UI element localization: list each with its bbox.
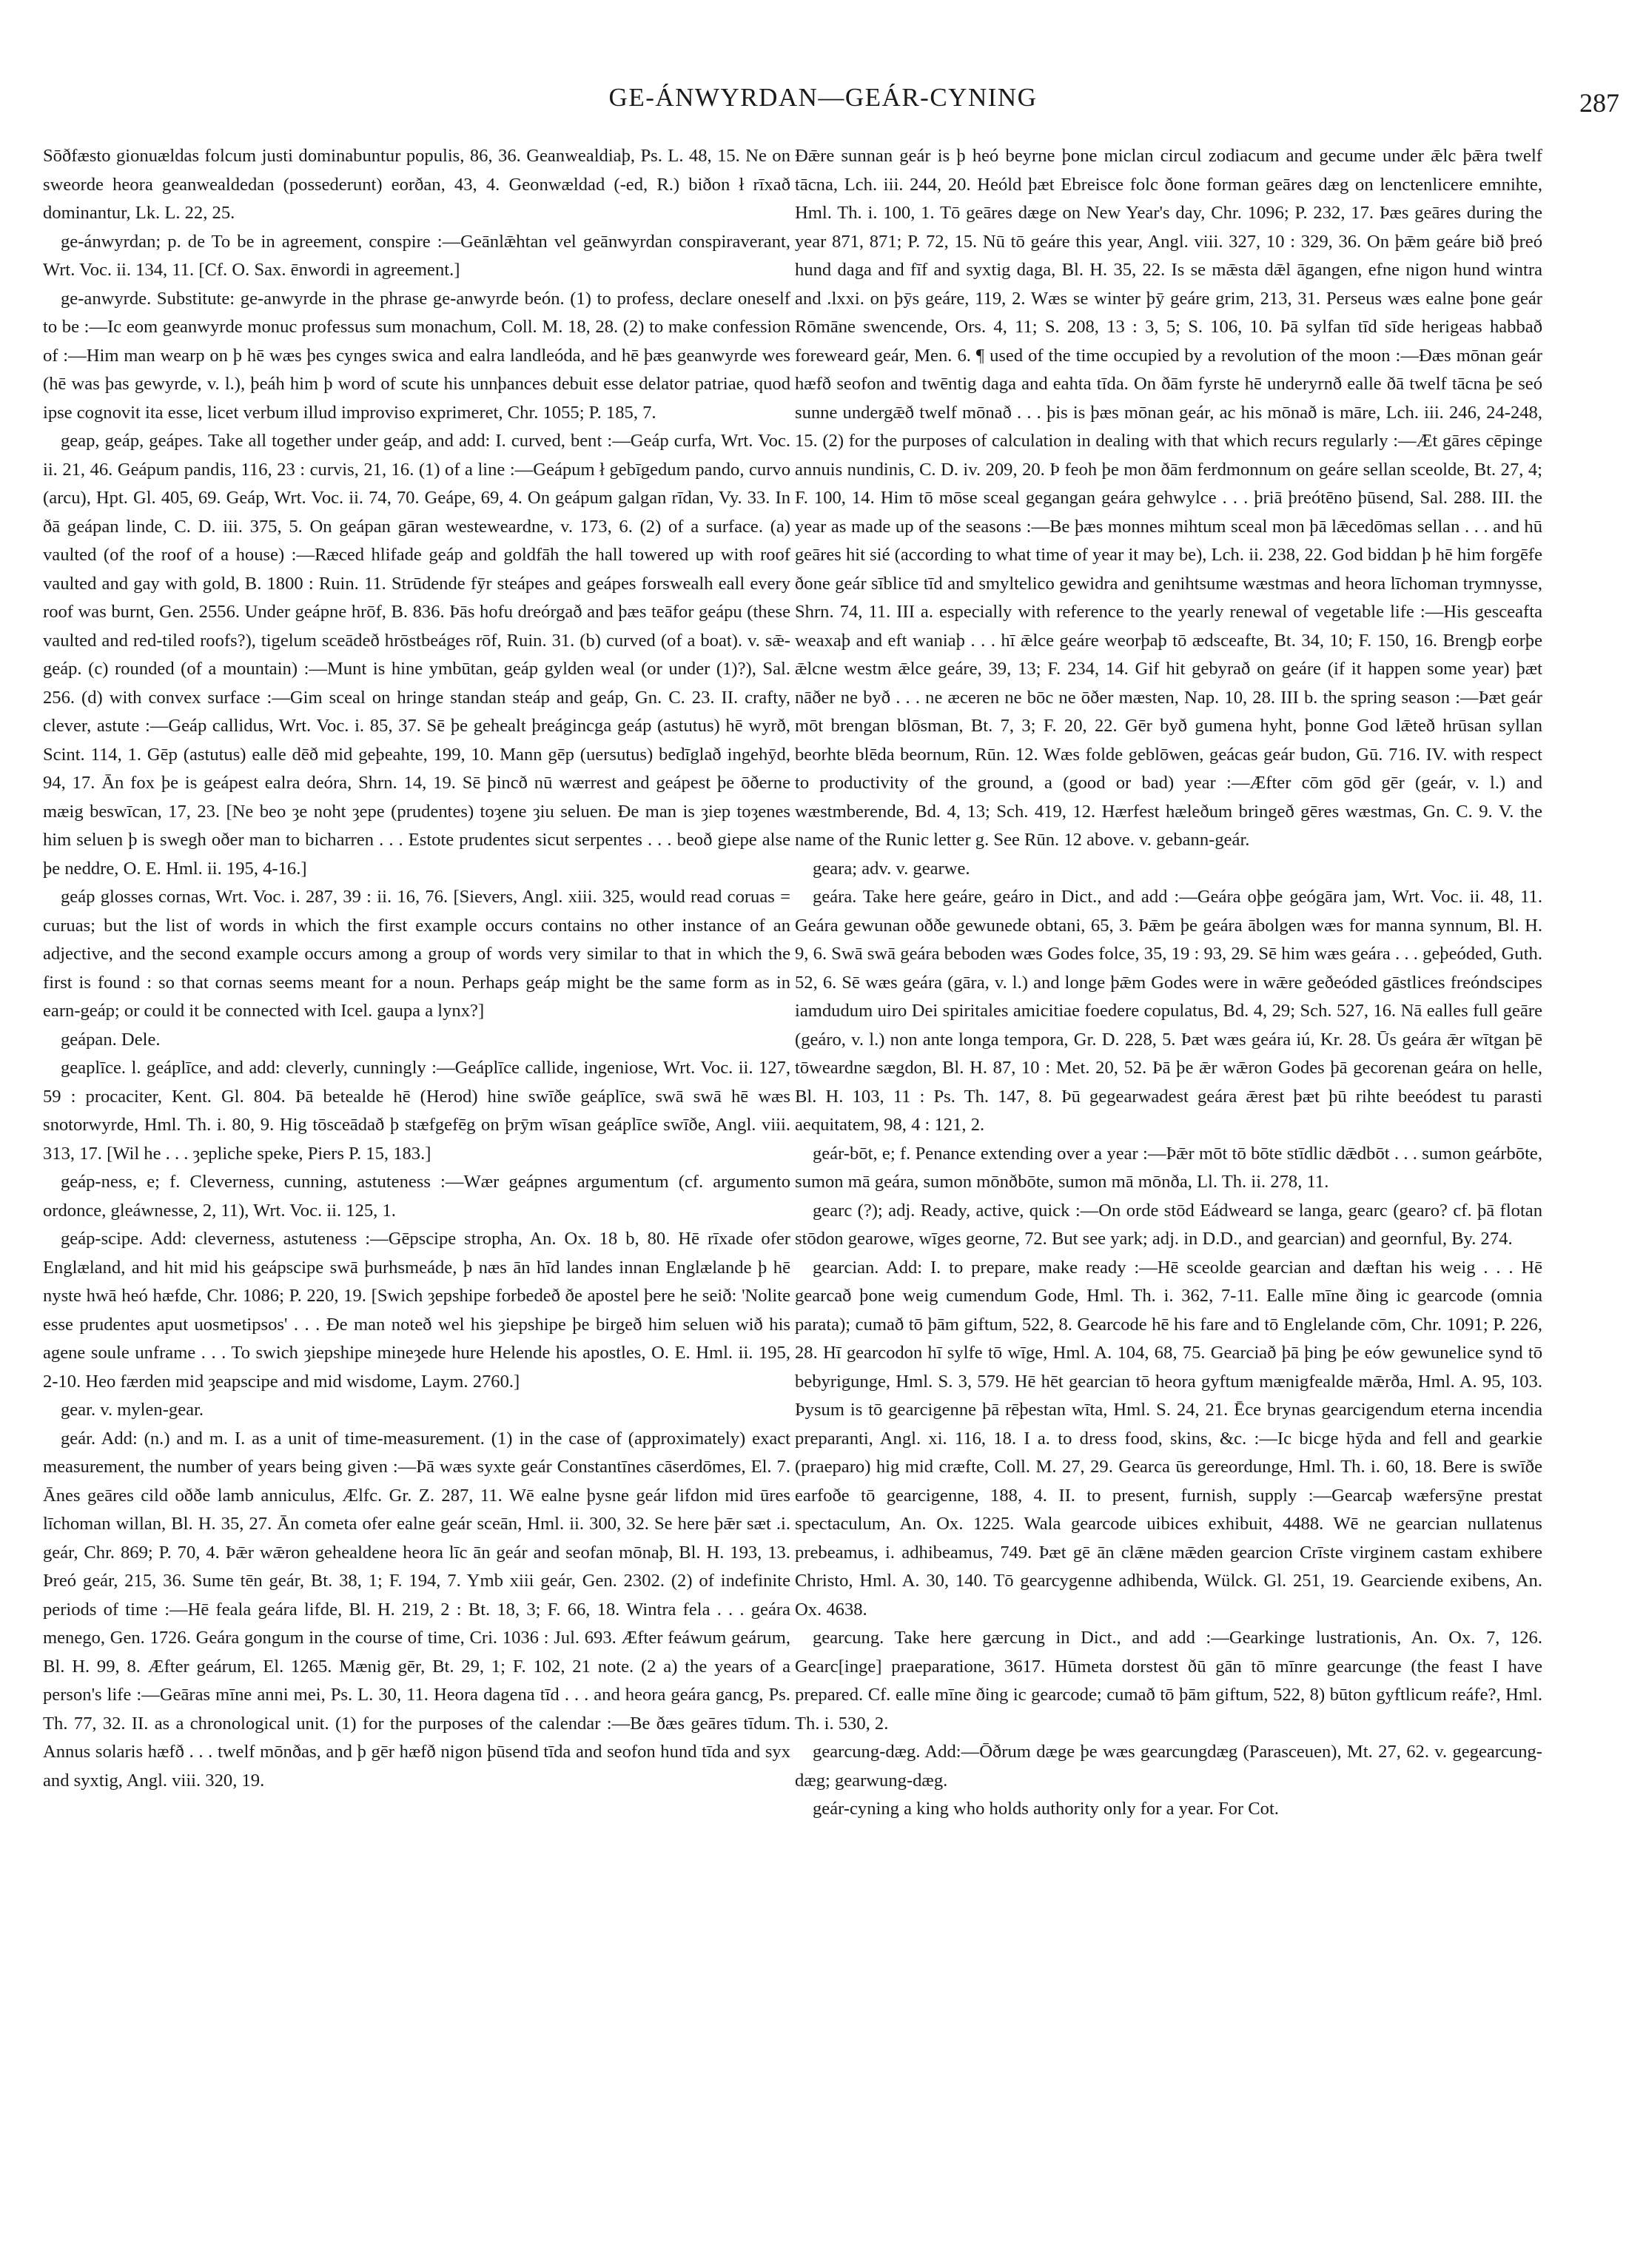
entry-gearcung: gearcung. Take here gærcung in Dict., and add :—Gearkinge lustrationis, An. Ox. 7, 126. Gearc[inge] praeparatione, 3617. Hūmeta dorstest ðū gān tō mīnre gearcunge (the feast I have prepared. Cf. ealle mīne ðing ic gearcode; cumað tō þām giftum, 522, 8) būton gyftlicum reáfe?, Hml. Th. i. 530, 2. bbox=[795, 1628, 1542, 1734]
page-header bbox=[27, 77, 1619, 121]
entry-gear-cyning: geár-cyning a king who holds authority only for a year. For Cot. bbox=[813, 1799, 1279, 1819]
page-title: GE-ÁNWYRDAN—GEÁR-CYNING bbox=[608, 83, 1038, 112]
entry-geaplice: geaplīce. l. geáplīce, and add: cleverly, cunningly :—Geáplīce callide, ingeniose, Wrt. Voc. ii. 127, 59 : procaciter, Kent. Gl. 804. Þā betealde hē (Herod) hine swīðe geáplīce, swā swā hē wæs snotorwyrde, Hml. Th. i. 80, 9. Hig tōsceādað þ stæfgefēg on þrȳm wīsan geáplīce swīðe, Angl. viii. 313, 17. [Wil he . . . ȝepliche speke, Piers P. 15, 183.] bbox=[43, 1058, 790, 1164]
entry-geapan: geápan. Dele. bbox=[61, 1029, 161, 1050]
entry-geap-ness: geáp-ness, e; f. Cleverness, cunning, astuteness :—Wær geápnes argumentum (cf. argumento ordonce, gleáwnesse, 2, 11), Wrt. Voc. ii. 125, 1. bbox=[43, 1172, 790, 1221]
entry-gear-continuation: Ðǣre sunnan geár is þ heó beyrne þone miclan circul zodiacum and gecume under ǣlc þǣra twelf tācna, Lch. iii. 244, 20. Heóld þæt Ebreisce folc ðone forman geāres dæg on lenctenlicere emnihte, Hml. Th. i. 100, 1. Tō geāres dæge on New Year's day, Chr. 1096; P. 232, 17. Þæs geāres during the year 871, 871; P. 72, 15. Nū tō geáre this year, Angl. viii. 327, 10 : 329, 36. On þǣm geáre bið þreó hund daga and fīf and syxtig daga, Bl. H. 35, 22. Is se mǣsta dǣl āgangen, efne nigon hund wintra and .lxxi. on þȳs geáre, 119, 2. Wæs se winter þȳ geáre grim, 213, 31. Perseus wæs ealne þone geár Rōmāne swencende, Ors. 4, 11; S. 208, 13 : 3, 5; S. 106, 10. Þā sylfan tīd sīde herigeas habbað foreweard geár, Men. 6. ¶ used of the time occupied by a revolution of the moon :—Ðæs mōnan geár hæfð seofon and twēntig daga and eahta tīda. On ðām fyrste hē underyrnð ealle ðā twelf tācna þe seó sunne undergǣð twelf mōnað . . . þis is þæs mōnan geár, ac his mōnað is māre, Lch. iii. 246, 24-248, 15. (2) for the purposes of calculation in dealing with that which recurs regularly :—Æt gāres cēpinge annuis nundinis, C. D. iv. 209, 20. Þ feoh þe mon ðām ferdmonnum on geáre sellan sceolde, Bt. 27, 4; F. 100, 14. Him tō mōse sceal gegangan geára gehwylce . . . þriā þreótēno þūsend, Sal. 288. III. the year as made up of the seasons :—Be þæs monnes mihtum sceal mon þā lǣcedōmas sellan . . . and hū geāres hit sié (according to what time of year it may be), Lch. ii. 238, 22. God biddan þ hē him forgēfe ðone geár sīblice tīd and smyltelico gewidra and genihtsume wæstmas and heora līchoman trymnysse, Shrn. 74, 11. III a. especially with reference to the yearly renewal of vegetable life :—His gesceafta weaxaþ and eft waniaþ . . . hī ǣlce geáre weorþaþ tō ædsceafte, Bt. 34, 10; F. 150, 16. Brengþ eorþe ǣlcne westm ǣlce geáre, 39, 13; F. 234, 14. Gif hit gebyrað on geáre (if it happen some year) þæt nāðer ne byð . . . ne æceren ne bōc ne ōðer mæsten, Nap. 10, 28. III b. the spring season :—Þæt geár mōt brengan blōsman, Bt. 7, 3; F. 20, 22. Gēr byð gumena hyht, þonne God lǣteð hrūsan syllan beorhte blēda beornum, Rūn. 12. Wæs folde geblōwen, geácas geár budon, Gū. 716. IV. with respect to productivity of the ground, a (good or bad) year :—Æfter cōm gōd gēr (geár, v. l.) and wæstmberende, Bd. 4, 13; Sch. 419, 12. Hærfest hæleðum bringeð gēres wæstmas, Gn. C. 9. V. the name of the Runic letter g. See Rūn. 12 above. v. gebann-geár. bbox=[795, 146, 1542, 850]
entry-gear-bot: geár-bōt, e; f. Penance extending over a year :—Þǣr mōt tō bōte stīdlic dǣdbōt . . . sumon geárbōte, sumon mā geára, sumon mōnðbōte, sumon mā mōnða, Ll. Th. ii. 278, 11. bbox=[795, 1143, 1542, 1192]
entry-gear-mylen: gear. v. mylen-gear. bbox=[61, 1400, 204, 1420]
entry-gearcung-daeg: gearcung-dæg. Add:—Ōðrum dæge þe wæs gearcungdæg (Parasceuen), Mt. 27, 62. v. gegearcung-dæg; gearwung-dæg. bbox=[795, 1742, 1542, 1791]
entry-ge-anwyrdan: ge-ánwyrdan; p. de To be in agreement, conspire :—Geānlǣhtan vel geānwyrdan conspiraverant, Wrt. Voc. ii. 134, 11. [Cf. O. Sax. ēnwordi in agreement.] bbox=[43, 231, 790, 280]
entry-geara: geára. Take here geáre, geáro in Dict., and add :—Geára oþþe geógāra jam, Wrt. Voc. ii. 48, 11. Geára gewunan oððe gewunede obtani, 65, 3. Þǣm þe geára ābolgen wæs for manna synnum, Bl. H. 9, 6. Swā swā geára beboden wæs Godes folce, 35, 19 : 93, 29. Sē him wæs geára . . . geþeóded, Guth. 52, 6. Sē wæs geára (gāra, v. l.) and longe þǣm Godes were in wǣre geðeóded gāstlices freóndscipes iamdudum uiro Dei spiritales amicitiae foedere copulatus, Bd. 4, 29; Sch. 527, 16. Nā ealles full geāre (geáro, v. l.) non ante longa tempora, Gr. D. 228, 5. Þæt wæs geára iú, Kr. 28. Ūs geára ǣr wītgan þē tōweardne sægdon, Bl. H. 87, 10 : Met. 20, 52. Þā þe ǣr wǣron Godes þā gecorenan geára on helle, Bl. H. 103, 11 : Ps. Th. 147, 8. Þū gegearwadest geára ǣrest þæt þū rihte beeódest tu parasti aequitatem, 98, 4 : 121, 2. bbox=[795, 887, 1542, 1135]
entry-gearc: gearc (?); adj. Ready, active, quick :—On orde stōd Eádweard se langa, gearc (gearo? cf. þā flotan stōdon gearowe, wīges georne, 72. But see yark; adj. in D.D., and gearcian) and geornful, By. 274. bbox=[795, 1200, 1542, 1249]
entry-geap: geap, geáp, geápes. Take all together under geáp, and add: I. curved, bent :—Geáp curfa, Wrt. Voc. ii. 21, 46. Geápum pandis, 116, 23 : curvis, 21, 16. (1) of a line :—Geápum ł gebīgedum pando, curvo (arcu), Hpt. Gl. 405, 69. Geáp, Wrt. Voc. ii. 74, 70. Geápe, 69, 4. On geápum galgan rīdan, Vy. 33. In ðā geápan linde, C. D. iii. 375, 5. On geápan gāran westeweardne, v. 173, 6. (2) of a surface. (a) vaulted (of the roof of a house) :—Ræced hlifade geáp and goldfāh the hall towered up with roof vaulted and gay with gold, B. 1800 : Ruin. 11. Strūdende fȳr steápes and geápes forswealh eall every roof was burnt, Gen. 2556. Under geápne hrōf, B. 836. Þās hofu dreórgað and þæs teāfor geápu (these vaulted and red-tiled roofs?), tigelum sceādeð hrōstbeáges rōf, Ruin. 31. (b) curved (of a boat). v. sǣ-geáp. (c) rounded (of a mountain) :—Munt is hine ymbūtan, geáp gylden weal (or under (1)?), Sal. 256. (d) with convex surface :—Gim sceal on hringe standan steáp and geáp, Gn. C. 23. II. crafty, clever, astute :—Geáp callidus, Wrt. Voc. i. 85, 37. Sē þe gehealt þreágincga geáp (astutus) hē wyrð, Scint. 114, 1. Gēp (astutus) ealle dēð mid geþeahte, 199, 10. Mann gēp (uersutus) bedīglað ingehȳd, 94, 17. Ān fox þe is geápest ealra deóra, Shrn. 14, 19. Sē þincð nū wærrest and geápest þe ōðerne mæig beswīcan, 17, 23. [Ne beo ȝe noht ȝepe (prudentes) toȝene ȝiu seluen. Ðe man is ȝiep toȝenes him seluen þ is swegh oðer man to bicharren . . . Estote prudentes sicut serpentes . . . beoð giepe alse þe neddre, O. E. Hml. ii. 195, 4-16.] bbox=[43, 431, 790, 879]
entry-ge-anwyrde: ge-anwyrde. Substitute: ge-anwyrde in the phrase ge-anwyrde beón. (1) to profess, declare oneself to be :—Ic eom geanwyrde monuc professus sum monachum, Coll. M. 18, 28. (2) to make confession of :—Him man wearp on þ hē wæs þes cynges swica and ealra landleóda, and hē þæs geanwyrde wes (hē was þas gewyrde, v. l.), þeáh him þ word of scute his unnþances debuit esse delator patriae, quod ipse cognovit ita esse, licet verbum illud improviso exprimeret, Chr. 1055; P. 185, 7. bbox=[43, 288, 790, 423]
entry-gearcian: gearcian. Add: I. to prepare, make ready :—Hē sceolde gearcian and dæftan his weig . . . Hē gearcað þone weig cumendum Gode, Hml. Th. i. 362, 7-11. Ealle mīne ðing ic gearcode (omnia parata); cumað tō þām giftum, 522, 8. Gearcode hē his fare and tō Englelande cōm, Chr. 1091; P. 226, 28. Hī gearcodon hī sylfe tō wīge, Hml. A. 104, 68, 75. Gearciað þā þing þe eów gewunelice synd tō bebyrigunge, Hml. S. 3, 579. Hē hēt gearcian tō heora gyftum mænigfealde mǣrða, Hml. A. 95, 103. Þysum is tō gearcigenne þā rēþestan wīta, Hml. S. 24, 21. Ēce brynas gearcigendum eterna incendia preparanti, Angl. xi. 116, 18. I a. to dress food, skins, &c. :—Ic bicge hȳda and fell and gearkie (praeparo) hig mid cræfte, Coll. M. 27, 29. Gearca ūs gereordunge, Hml. Th. i. 60, 18. Bere is swīðe earfoðe tō gearcigenne, 188, 4. II. to present, furnish, supply :—Gearcaþ wæfersȳne prestat spectaculum, An. Ox. 1225. Wala gearcode uibices exhibuit, 4488. Wē ne gearcian nullatenus prebeamus, i. adhibeamus, 749. Þæt gē ān clǣne mǣden gearcion Crīste virginem castam exhibere Christo, Hml. A. 30, 140. Tō gearcygenne adhibenda, Wülck. Gl. 251, 19. Gearciende exibens, An. Ox. 4638. bbox=[795, 1257, 1542, 1620]
entry-geap-glosses: geáp glosses cornas, Wrt. Voc. i. 287, 39 : ii. 16, 76. [Sievers, Angl. xiii. 325, would read coruas = curuas; but the list of words in which the first example occurs contains no other instance of an adjective, and the second example occurs among a group of words very similar to that in which the first is found : so that cornas seems meant for a noun. Perhaps geáp might be the same form as in earn-geáp; or could it be connected with Icel. gaupa a lynx?] bbox=[43, 887, 790, 1021]
entry-continuation: Sōðfæsto gionuældas folcum justi dominabuntur populis, 86, 36. Geanwealdiaþ, Ps. L. 48, 15. Ne on sweorde heora geanwealdedan (possederunt) eorðan, 43, 4. Geonwældad (-ed, R.) biðon ł rīxað dominantur, Lk. L. 22, 25. bbox=[43, 146, 790, 223]
page-number: 287 bbox=[1579, 88, 1619, 118]
left-column bbox=[43, 142, 790, 1795]
entry-gear: geár. Add: (n.) and m. I. as a unit of time-measurement. (1) in the case of (approximately) exact measurement, the number of years being given :—Þā wæs syxte geár Constantīnes cāserdōmes, El. 7. Ānes geāres cild oððe lamb anniculus, Ælfc. Gr. Z. 287, 11. Wē ealne þysne geár lifdon mid ūres līchoman willan, Bl. H. 35, 27. Ān cometa ofer ealne geár sceān, Hml. ii. 300, 32. Se here þǣr sæt .i. geár, Chr. 869; P. 70, 4. Þǣr wǣron gehealdene heora līc ān geár and seofan mōnaþ, Bl. H. 193, 13. Þreó geár, 215, 36. Sume tēn geár, Bt. 38, 1; F. 194, 7. Ymb xiii geár, Gen. 2302. (2) of indefinite periods of time :—Hē feala geára lifde, Bl. H. 219, 2 : Bt. 18, 3; F. 66, 18. Wintra fela . . . geára menego, Gen. 1726. Geára gongum in the course of time, Cri. 1036 : Jul. 693. Æfter feáwum geárum, Bl. H. 99, 8. Æfter geárum, El. 1265. Mænig gēr, Bt. 29, 1; F. 102, 21 note. (2 a) the years of a person's life :—Geāras mīne anni mei, Ps. L. 30, 11. Heora dagena tīd . . . and heora geára gancg, Ps. Th. 77, 32. II. as a chronological unit. (1) for the purposes of the calendar :—Be ðæs geāres tīdum. Annus solaris hæfð . . . twelf mōnðas, and þ gēr hæfð nigon þūsend tīda and seofon hund tīda and syx and syxtig, Angl. viii. 320, 19. bbox=[43, 1428, 790, 1791]
entry-geap-scipe: geáp-scipe. Add: cleverness, astuteness :—Gēpscipe stropha, An. Ox. 18 b, 80. Hē rīxade ofer Englæland, and hit mid his geápscipe swā þurhsmeáde, þ næs ān hīd landes innan Englælande þ hē nyste hwā heó hæfde, Chr. 1086; P. 220, 19. [Swich ȝepshipe forbedeð ðe apostel þere he seið: 'Nolite esse prudentes aput uosmetipsos' . . . Ðe man noteð wel his ȝiepshipe þe birgeð him seluen wið his agene soule unframe . . . To swich ȝiepshipe mineȝede hure Helende his apostles, O. E. Hml. ii. 195, 2-10. Heo færden mid ȝeapscipe and mid wisdome, Laym. 2760.] bbox=[43, 1229, 790, 1392]
right-column bbox=[795, 142, 1542, 1824]
entry-geara-adv: geara; adv. v. gearwe. bbox=[813, 858, 970, 879]
